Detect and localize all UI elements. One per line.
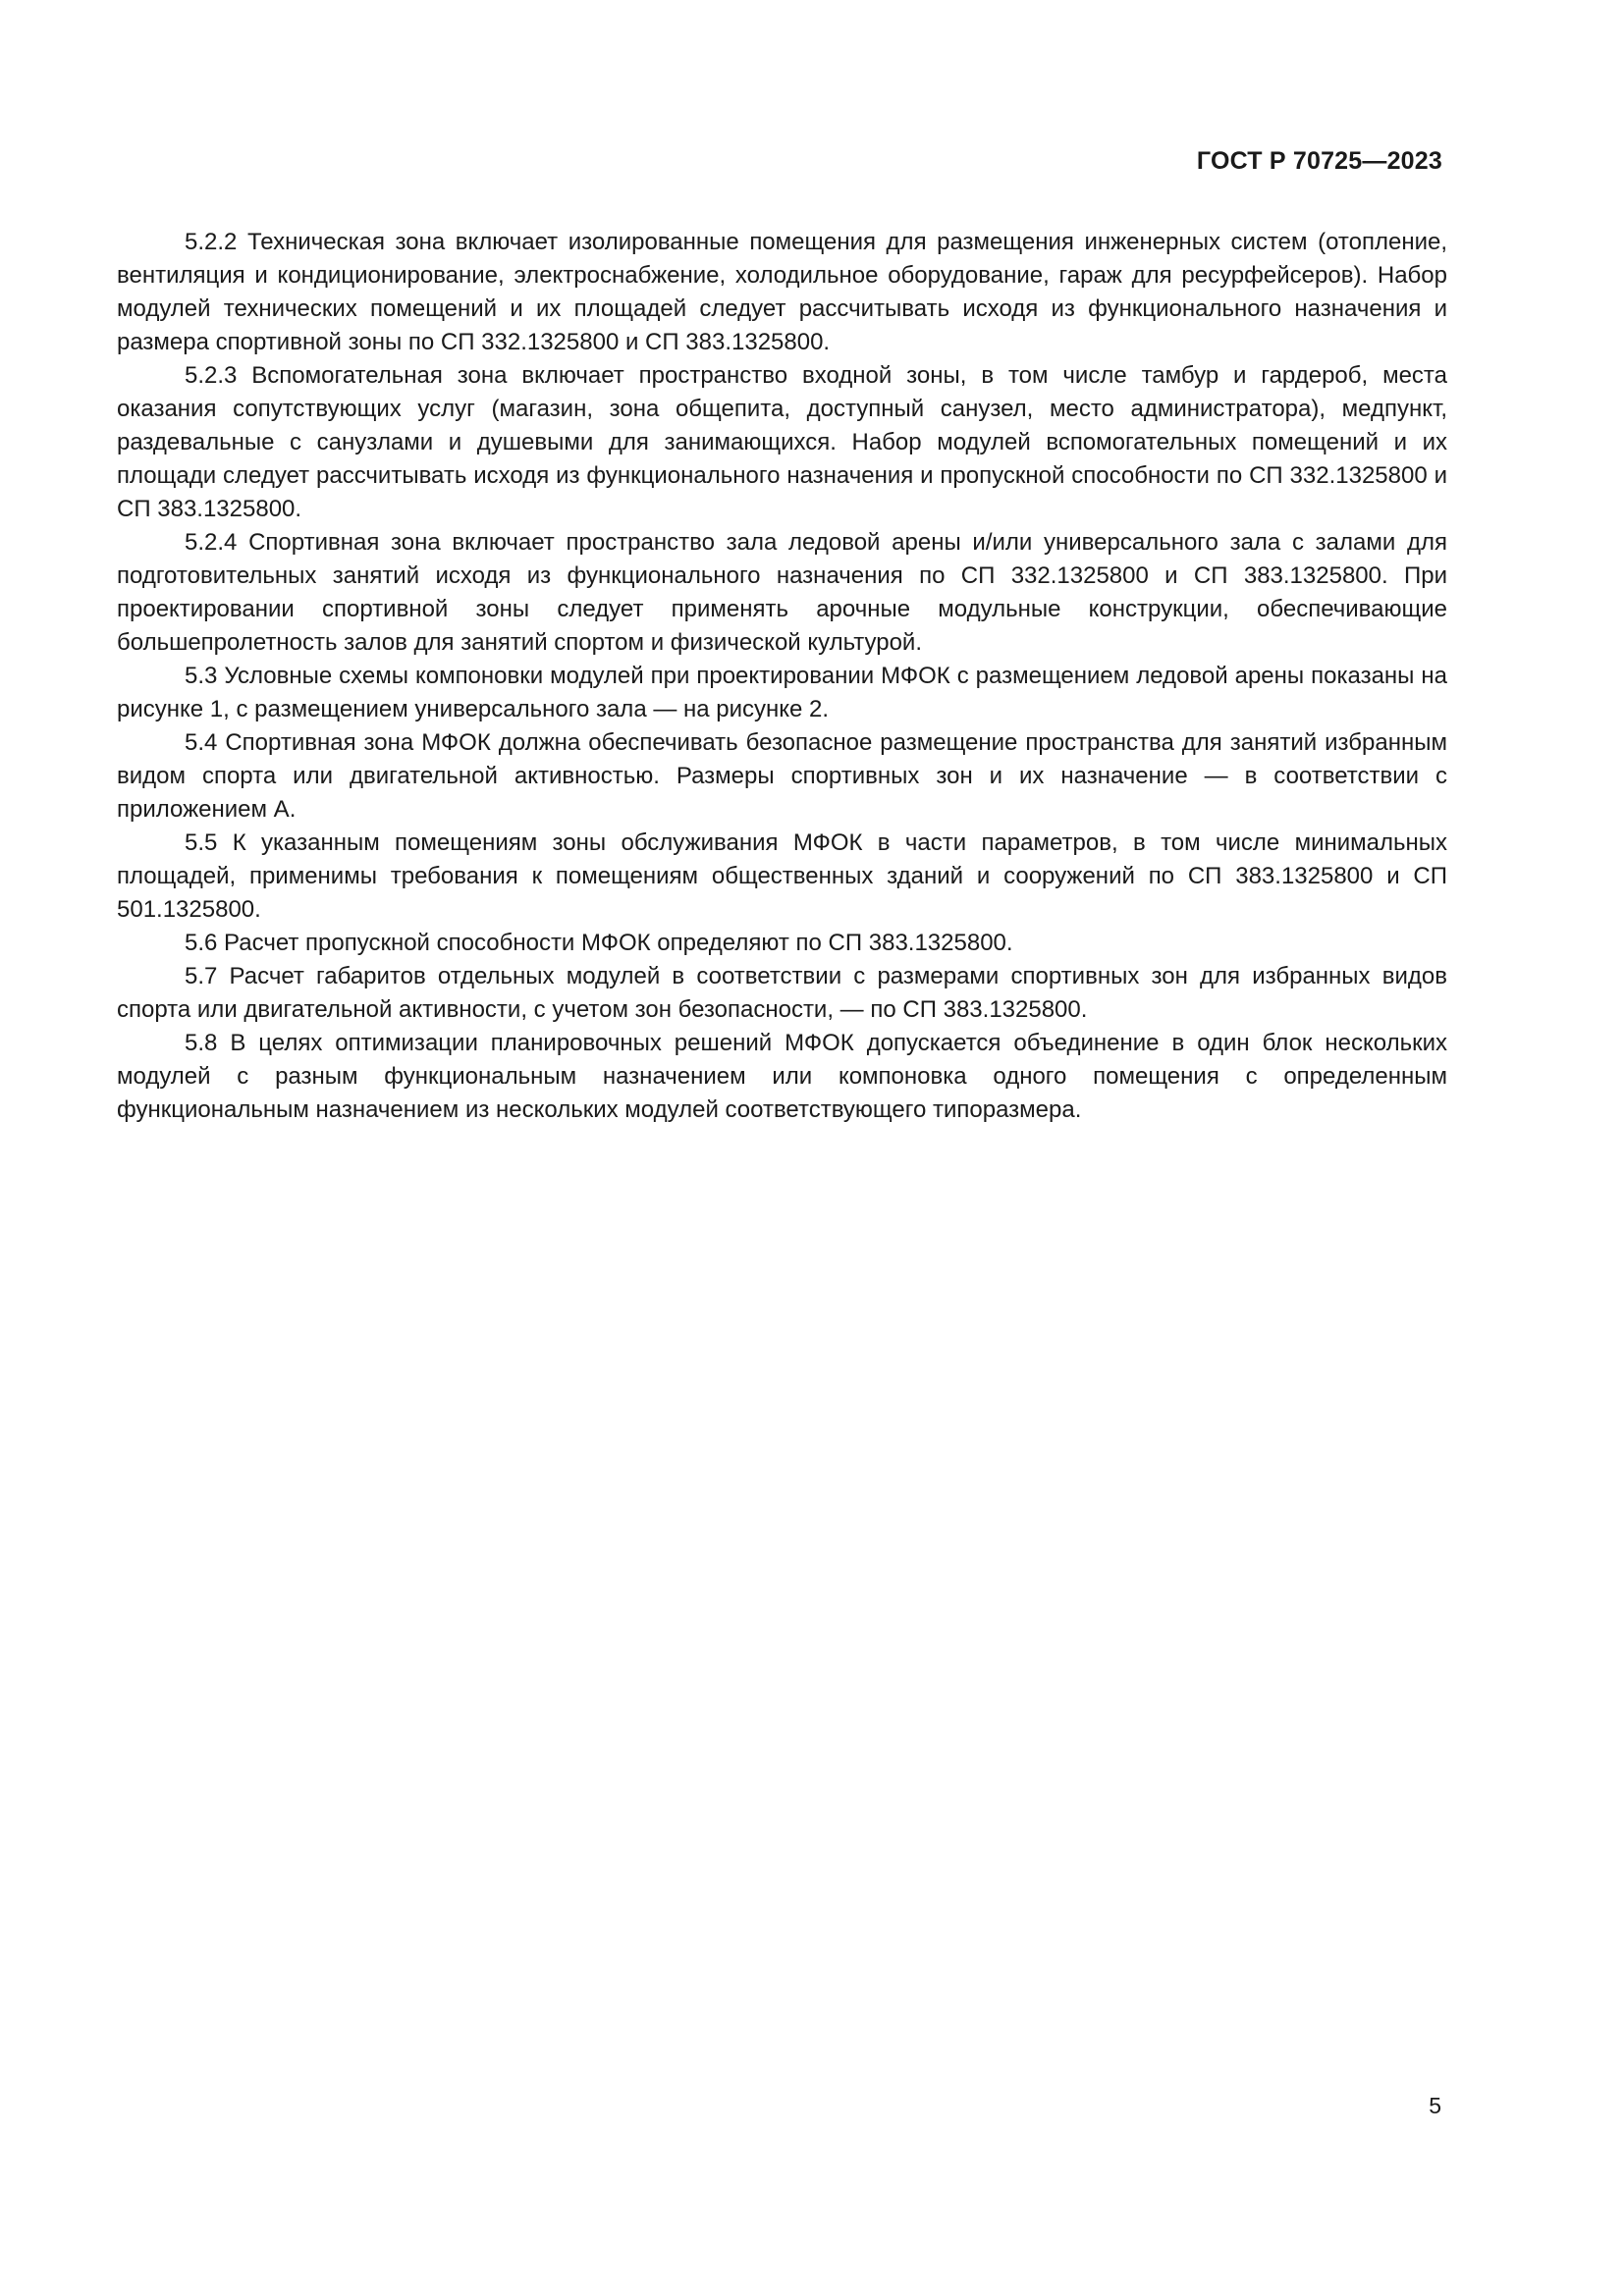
paragraph-5-2-3: 5.2.3 Вспомогательная зона включает пространство входной зоны, в том числе тамбур и гардероб, места оказания сопутствующих услуг (магазин, зона общепита, доступный санузел, место администратора), медпункт, раздевальные с санузлами и душевыми для занимающихся. Набор модулей вспомогательных помещений и их площади следует рассчитывать исходя из функционального назначения и пропускной способности по СП 332.1325800 и СП 383.1325800. bbox=[117, 362, 1447, 522]
paragraph-5-2-4: 5.2.4 Спортивная зона включает пространство зала ледовой арены и/или универсального зала с залами для подготовительных занятий исходя из функционального назначения по СП 332.1325800 и СП 383.1325800. При проектировании спортивной зоны следует применять арочные модульные конструкции, обеспечивающие большепролетность залов для занятий спортом и физической культурой. bbox=[117, 529, 1447, 656]
paragraph-5-2-2: 5.2.2 Техническая зона включает изолированные помещения для размещения инженерных систем (отопление, вентиляция и кондиционирование, электроснабжение, холодильное оборудование, гараж для ресурфейсеров). Набор модулей технических помещений и их площадей следует рассчитывать исходя из функционального назначения и размера спортивной зоны по СП 332.1325800 и СП 383.1325800. bbox=[117, 229, 1447, 355]
paragraph-5-8: 5.8 В целях оптимизации планировочных решений МФОК допускается объединение в один блок нескольких модулей с разным функциональным назначением или компоновка одного помещения с определенным функциональным назначением из нескольких модулей соответствующего типоразмера. bbox=[117, 1030, 1447, 1123]
paragraph-5-3: 5.3 Условные схемы компоновки модулей при проектировании МФОК с размещением ледовой арены показаны на рисунке 1, с размещением универсального зала — на рисунке 2. bbox=[117, 663, 1447, 722]
page-number: 5 bbox=[1429, 2093, 1441, 2118]
paragraph-5-6: 5.6 Расчет пропускной способности МФОК определяют по СП 383.1325800. bbox=[185, 930, 1013, 956]
document-header: ГОСТ Р 70725—2023 bbox=[1196, 147, 1442, 175]
document-body bbox=[117, 226, 1447, 1127]
paragraph-5-7: 5.7 Расчет габаритов отдельных модулей в соответствии с размерами спортивных зон для избранных видов спорта или двигательной активности, с учетом зон безопасности, — по СП 383.1325800. bbox=[117, 963, 1447, 1023]
paragraph-5-5: 5.5 К указанным помещениям зоны обслуживания МФОК в части параметров, в том числе минимальных площадей, применимы требования к помещениям общественных зданий и сооружений по СП 383.1325800 и СП 501.1325800. bbox=[117, 829, 1447, 923]
paragraph-5-4: 5.4 Спортивная зона МФОК должна обеспечивать безопасное размещение пространства для занятий избранным видом спорта или двигательной активностью. Размеры спортивных зон и их назначение — в соответствии с приложением А. bbox=[117, 729, 1447, 823]
